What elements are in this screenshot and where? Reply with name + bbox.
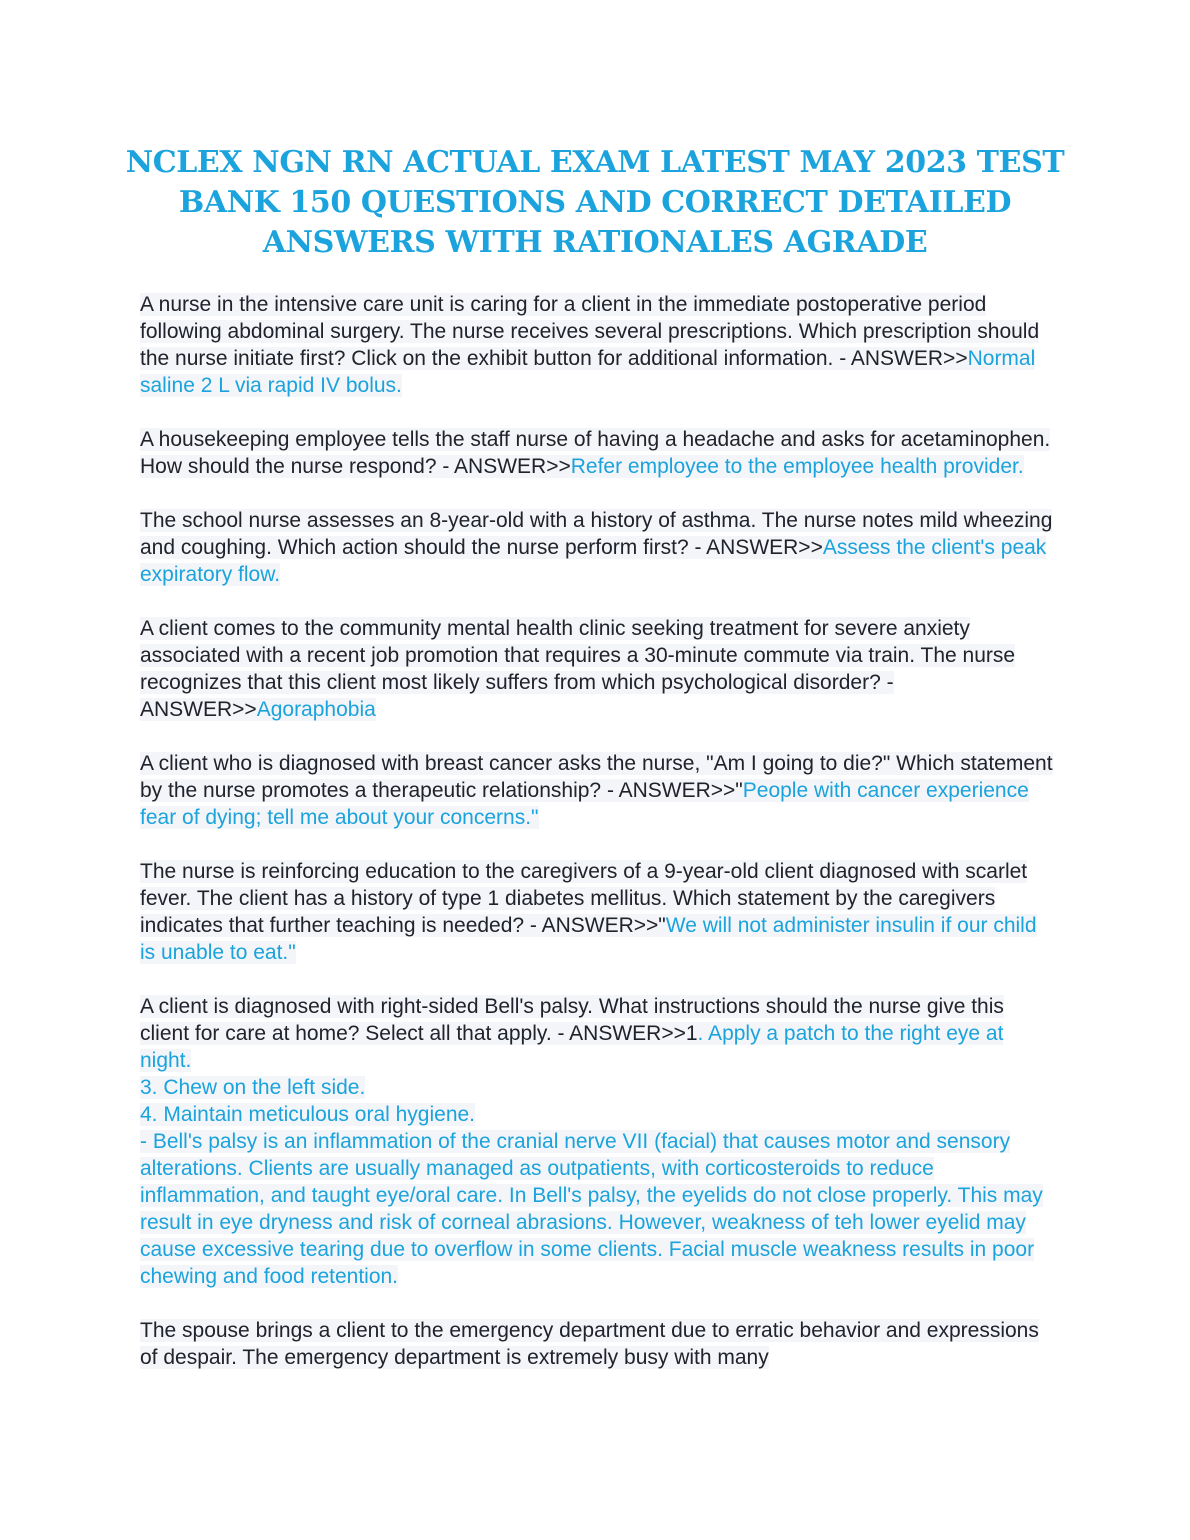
question-text: A client comes to the community mental health clinic seeking treatment for severe anxiety associated with a recent job promotion that requires a 30-minute commute via train. The nurse recognizes that this client most likely suffers from which psychological disorder? - ANSWER>> [140, 617, 1016, 721]
qa-item [140, 291, 1055, 399]
qa-item [140, 615, 1055, 723]
qa-list [140, 291, 1055, 1398]
qa-item [140, 993, 1055, 1290]
answer-text: We will not administer insulin if our child is unable to eat." [140, 914, 1037, 964]
qa-item [140, 750, 1055, 831]
question-text: A client who is diagnosed with breast cancer asks the nurse, "Am I going to die?" Which statement by the nurse promotes a therapeutic relationship? - ANSWER>>" [140, 752, 1053, 802]
answer-text: Assess the client's peak expiratory flow. [140, 536, 1047, 586]
question-text: A client is diagnosed with right-sided Bell's palsy. What instructions should the nurse give this client for care at home? Select all that apply. - ANSWER>>1 [140, 995, 1004, 1045]
answer-option: 3. Chew on the left side. [140, 1076, 366, 1099]
answer-text: . Apply a patch to the right eye at night. [140, 1022, 1004, 1072]
document-title: NCLEX NGN RN ACTUAL EXAM LATEST MAY 2023 TEST BANK 150 QUESTIONS AND CORRECT DETAILED ANSWERS WITH RATIONALES AGRADE [125, 145, 1065, 260]
qa-item [140, 426, 1055, 480]
answer-text: Agoraphobia [256, 698, 376, 721]
answer-text: Refer employee to the employee health provider. [570, 455, 1024, 478]
question-text: A housekeeping employee tells the staff nurse of having a headache and asks for acetaminophen. How should the nurse respond? - ANSWER>> [140, 428, 1051, 478]
answer-text: People with cancer experience fear of dying; tell me about your concerns." [140, 779, 1029, 829]
question-text: The school nurse assesses an 8-year-old with a history of asthma. The nurse notes mild wheezing and coughing. Which action should the nurse perform first? - ANSWER>> [140, 509, 1053, 559]
answer-rationale: - Bell's palsy is an inflammation of the cranial nerve VII (facial) that causes motor and sensory alterations. Clients are usually managed as outpatients, with corticosteroids to reduce inflammation, and taught eye/oral care. In Bell's palsy, the eyelids do not close properly. This may result in eye dryness and risk of corneal abrasions. However, weakness of teh lower eyelid may cause excessive tearing due to overflow in some clients. Facial muscle weakness results in poor chewing and food retention. [140, 1130, 1043, 1288]
question-text: The nurse is reinforcing education to the caregivers of a 9-year-old client diagnosed with scarlet fever. The client has a history of type 1 diabetes mellitus. Which statement by the caregivers indicates that further teaching is needed? - ANSWER>>" [140, 860, 1028, 937]
answer-option: 4. Maintain meticulous oral hygiene. [140, 1103, 476, 1126]
qa-item [140, 858, 1055, 966]
question-text: A nurse in the intensive care unit is caring for a client in the immediate postoperative period following abdominal surgery. The nurse receives several prescriptions. Which prescription should the nurse initiate first? Click on the exhibit button for additional information. - ANSWER>> [140, 293, 1040, 370]
qa-item [140, 1317, 1055, 1371]
qa-item [140, 507, 1055, 588]
answer-text: Normal saline 2 L via rapid IV bolus. [140, 347, 1036, 397]
question-text: The spouse brings a client to the emergency department due to erratic behavior and expressions of despair. The emergency department is extremely busy with many [140, 1319, 1039, 1369]
